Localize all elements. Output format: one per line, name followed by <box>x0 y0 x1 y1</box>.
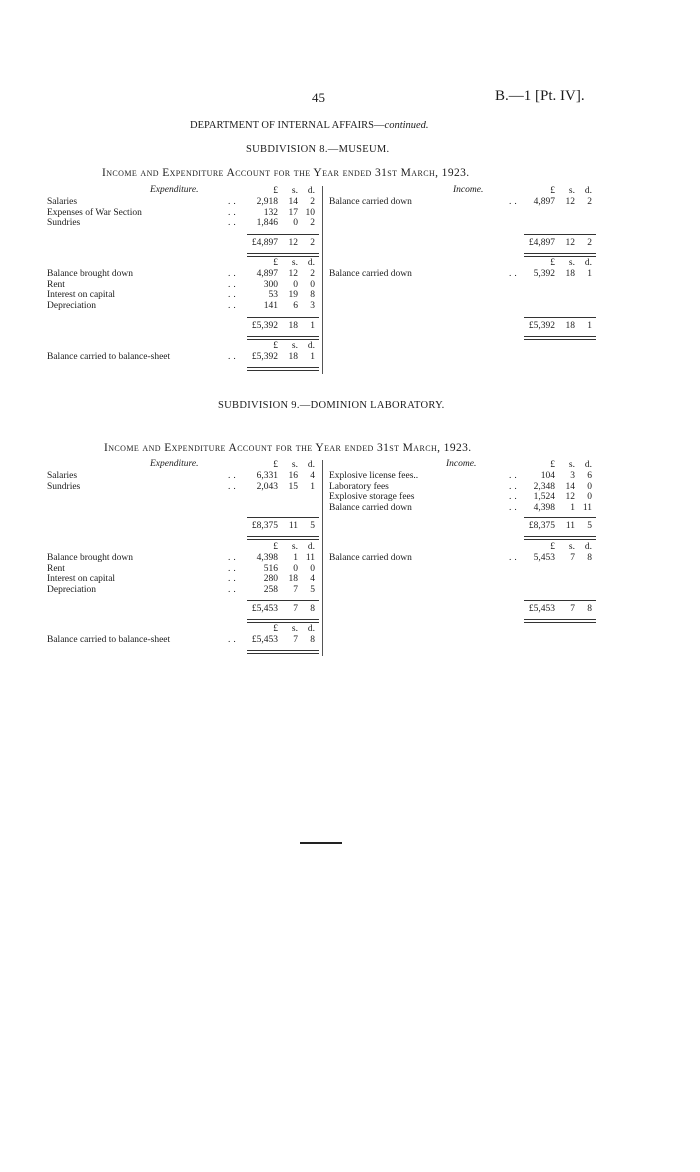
exp-row-amount-pence: 3 <box>310 300 315 311</box>
exp-total-1-pence: 5 <box>310 521 315 531</box>
exp-row-amount-shillings: 12 <box>288 269 298 279</box>
exp-total-2-pounds: £5,392 <box>251 321 278 331</box>
exp-row-amount-shillings: 18 <box>288 574 298 584</box>
exp-row-amount-pounds: 280 <box>263 574 278 584</box>
inc-row-amount-shillings: 18 <box>565 269 575 279</box>
final-balance-amount-pence: 8 <box>310 635 315 645</box>
inc-row-amount-pence: 8 <box>587 553 592 563</box>
total-double-rule-b <box>247 622 319 623</box>
inc-row-label: Balance carried down <box>329 269 412 279</box>
inc-col-heads-1-pence: d. <box>584 460 592 470</box>
exp-row-label: Rent <box>47 563 65 574</box>
inc-total-2-shillings: 18 <box>565 321 575 331</box>
exp-total-2-shillings: 18 <box>288 321 298 331</box>
total-double-rule-a <box>524 253 596 254</box>
inc-total-1-pounds: £8,375 <box>528 521 555 531</box>
inc-row-amount-pence: 6 <box>587 471 592 481</box>
leader-dots: .. <box>509 269 520 279</box>
sum-rule <box>524 317 596 318</box>
total-double-rule-b <box>524 539 596 540</box>
inc-total-1-shillings: 11 <box>565 521 575 531</box>
leader-dots: .. <box>228 207 239 218</box>
inc-row-amount-pence: 2 <box>587 197 592 207</box>
center-divider-1 <box>322 186 323 374</box>
exp-row-amount-shillings: 14 <box>288 197 298 207</box>
leader-dots: .. <box>228 352 239 362</box>
inc-total-2-pence: 8 <box>587 604 592 614</box>
final-balance-amount-shillings: 7 <box>293 635 298 645</box>
final-col-heads-pounds: £ <box>273 341 278 351</box>
account-title-1: Income and Expenditure Account for the Year ended 31st March, 1923. <box>102 167 470 179</box>
exp-col-heads-1-pounds: £ <box>273 186 278 196</box>
exp-row-amount-pounds: 6,331 <box>256 471 278 481</box>
exp-row-label: Expenses of War Section <box>47 207 142 218</box>
sum-rule <box>247 600 319 601</box>
leader-dots: .. <box>509 481 520 492</box>
exp-row-amount-shillings: 0 <box>293 279 298 290</box>
expenditure-header-2: Expenditure. <box>150 459 199 469</box>
center-divider-2 <box>322 460 323 656</box>
inc-row-label: Balance carried down <box>329 197 412 207</box>
exp-row-amount-pence: 0 <box>310 279 315 290</box>
exp-row-label: Balance brought down <box>47 269 134 279</box>
exp-row-amount-pounds: 300 <box>263 279 278 290</box>
exp-row-amount-shillings: 7 <box>293 584 298 595</box>
exp-col-heads-2-shillings: s. <box>291 258 298 268</box>
leader-dots: .. <box>228 563 239 574</box>
exp-total-1-pounds: £4,897 <box>251 238 278 248</box>
inc-row-amount-shillings: 14 <box>565 481 575 492</box>
total-double-rule-a <box>524 619 596 620</box>
inc-total-2-pounds: £5,453 <box>528 604 555 614</box>
exp-row-amount-pounds: 4,398 <box>256 553 278 563</box>
closing-rule <box>300 842 342 844</box>
subdivision-9-title: SUBDIVISION 9.—DOMINION LABORATORY. <box>218 400 445 411</box>
final-double-rule-b <box>247 370 319 371</box>
exp-row-amount-shillings: 17 <box>288 207 298 218</box>
exp-row-amount-pounds: 1,846 <box>256 218 278 228</box>
inc-row-amount-pounds: 104 <box>540 471 555 481</box>
inc-row-label: Balance carried down <box>329 502 412 513</box>
leader-dots: .. <box>228 584 239 595</box>
inc-row-amount-pence: 0 <box>587 492 592 502</box>
exp-row-amount-pence: 2 <box>310 269 315 279</box>
exp-row-label: Balance brought down <box>47 553 134 563</box>
total-double-rule-a <box>247 336 319 337</box>
leader-dots: .. <box>228 481 239 492</box>
leader-dots: .. <box>228 635 239 645</box>
exp-row-amount-pounds: 4,897 <box>256 269 278 279</box>
final-double-rule-a <box>247 650 319 651</box>
inc-total-2-pounds: £5,392 <box>528 321 555 331</box>
total-double-rule-a <box>524 336 596 337</box>
final-balance-amount-pence: 1 <box>310 352 315 362</box>
leader-dots: .. <box>228 269 239 279</box>
inc-row-amount-shillings: 7 <box>570 553 575 563</box>
exp-total-1-shillings: 12 <box>288 238 298 248</box>
exp-row-amount-pence: 4 <box>310 471 315 481</box>
inc-row-amount-shillings: 1 <box>570 502 575 513</box>
inc-total-1-pounds: £4,897 <box>528 238 555 248</box>
exp-row-amount-pence: 11 <box>305 553 315 563</box>
inc-row-label: Balance carried down <box>329 553 412 563</box>
exp-row-amount-pounds: 53 <box>268 290 278 300</box>
total-double-rule-b <box>247 539 319 540</box>
inc-total-1-pence: 2 <box>587 238 592 248</box>
exp-row-amount-pence: 4 <box>310 574 315 584</box>
exp-total-1-pounds: £8,375 <box>251 521 278 531</box>
inc-row-amount-pounds: 5,392 <box>533 269 555 279</box>
exp-row-label: Sundries <box>47 481 81 492</box>
exp-row-label: Depreciation <box>47 584 97 595</box>
income-header-1: Income. <box>453 185 484 195</box>
inc-row-amount-pence: 11 <box>582 502 592 513</box>
inc-row-amount-pounds: 2,348 <box>533 481 555 492</box>
exp-row-amount-pence: 2 <box>310 197 315 207</box>
inc-col-heads-1-shillings: s. <box>568 460 575 470</box>
continued-label: continued. <box>384 120 429 131</box>
leader-dots: .. <box>228 218 239 228</box>
document-reference: B.—1 [Pt. IV]. <box>495 88 585 104</box>
final-balance-label: Balance carried to balance-sheet <box>47 635 171 645</box>
exp-total-1-pence: 2 <box>310 238 315 248</box>
inc-col-heads-1-pence: d. <box>584 186 592 196</box>
exp-row-label: Sundries <box>47 218 81 228</box>
exp-row-amount-shillings: 16 <box>288 471 298 481</box>
exp-row-label: Salaries <box>47 197 78 207</box>
inc-row-amount-pounds: 5,453 <box>533 553 555 563</box>
total-double-rule-a <box>247 619 319 620</box>
inc-row-amount-pounds: 4,398 <box>533 502 555 513</box>
leader-dots: .. <box>228 290 239 300</box>
final-double-rule-a <box>247 367 319 368</box>
exp-col-heads-1-pounds: £ <box>273 460 278 470</box>
total-double-rule-b <box>524 622 596 623</box>
exp-row-label: Salaries <box>47 471 78 481</box>
exp-row-label: Depreciation <box>47 300 97 311</box>
exp-col-heads-2-pence: d. <box>307 542 315 552</box>
total-double-rule-b <box>524 256 596 257</box>
inc-col-heads-1-pounds: £ <box>550 460 555 470</box>
inc-row-label: Laboratory fees <box>329 481 389 492</box>
exp-row-amount-shillings: 15 <box>288 481 298 492</box>
total-double-rule-a <box>524 536 596 537</box>
total-double-rule-a <box>247 253 319 254</box>
exp-col-heads-2-shillings: s. <box>291 542 298 552</box>
leader-dots: .. <box>509 502 520 513</box>
exp-row-amount-pence: 2 <box>310 218 315 228</box>
exp-row-label: Interest on capital <box>47 574 116 584</box>
leader-dots: .. <box>228 553 239 563</box>
inc-col-heads-1-shillings: s. <box>568 186 575 196</box>
exp-total-2-pence: 1 <box>310 321 315 331</box>
inc-row-amount-shillings: 12 <box>565 492 575 502</box>
exp-col-heads-1-pence: d. <box>307 186 315 196</box>
inc-row-amount-pounds: 4,897 <box>533 197 555 207</box>
inc-col-heads-2-pounds: £ <box>550 258 555 268</box>
inc-col-heads-2-pence: d. <box>584 258 592 268</box>
inc-col-heads-2-shillings: s. <box>568 258 575 268</box>
total-double-rule-b <box>247 256 319 257</box>
leader-dots: .. <box>228 300 239 311</box>
inc-row-label: Explosive license fees.. <box>329 471 419 481</box>
inc-col-heads-2-pence: d. <box>584 542 592 552</box>
exp-row-amount-pounds: 516 <box>263 563 278 574</box>
exp-row-label: Rent <box>47 279 65 290</box>
total-double-rule-a <box>247 536 319 537</box>
exp-total-2-pounds: £5,453 <box>251 604 278 614</box>
total-double-rule-b <box>524 339 596 340</box>
exp-row-amount-pounds: 258 <box>263 584 278 595</box>
exp-row-amount-pounds: 2,043 <box>256 481 278 492</box>
inc-row-amount-pence: 0 <box>587 481 592 492</box>
inc-row-amount-shillings: 12 <box>565 197 575 207</box>
exp-row-amount-shillings: 19 <box>288 290 298 300</box>
sum-rule <box>524 517 596 518</box>
inc-total-1-shillings: 12 <box>565 238 575 248</box>
final-col-heads-shillings: s. <box>291 341 298 351</box>
inc-col-heads-1-pounds: £ <box>550 186 555 196</box>
exp-col-heads-1-shillings: s. <box>291 186 298 196</box>
inc-total-1-pence: 5 <box>587 521 592 531</box>
leader-dots: .. <box>228 197 239 207</box>
total-double-rule-b <box>247 339 319 340</box>
final-col-heads-pounds: £ <box>273 624 278 634</box>
final-col-heads-shillings: s. <box>291 624 298 634</box>
exp-row-amount-shillings: 0 <box>293 218 298 228</box>
sum-rule <box>524 234 596 235</box>
exp-row-label: Interest on capital <box>47 290 116 300</box>
inc-row-amount-shillings: 3 <box>570 471 575 481</box>
exp-col-heads-1-shillings: s. <box>291 460 298 470</box>
exp-row-amount-shillings: 6 <box>293 300 298 311</box>
exp-row-amount-pence: 5 <box>310 584 315 595</box>
exp-row-amount-pounds: 141 <box>263 300 278 311</box>
exp-col-heads-2-pounds: £ <box>273 542 278 552</box>
inc-row-label: Explosive storage fees <box>329 492 415 502</box>
income-header-2: Income. <box>446 459 477 469</box>
final-balance-amount-pounds: £5,392 <box>251 352 278 362</box>
exp-row-amount-pounds: 2,918 <box>256 197 278 207</box>
exp-row-amount-pence: 0 <box>310 563 315 574</box>
leader-dots: .. <box>509 553 520 563</box>
exp-row-amount-pence: 10 <box>305 207 315 218</box>
exp-total-1-shillings: 11 <box>288 521 298 531</box>
account-title-2: Income and Expenditure Account for the Year ended 31st March, 1923. <box>104 442 472 454</box>
exp-row-amount-pounds: 132 <box>263 207 278 218</box>
final-col-heads-pence: d. <box>307 341 315 351</box>
final-balance-label: Balance carried to balance-sheet <box>47 352 171 362</box>
exp-col-heads-1-pence: d. <box>307 460 315 470</box>
leader-dots: .. <box>228 574 239 584</box>
leader-dots: .. <box>509 197 520 207</box>
department-name: DEPARTMENT OF INTERNAL AFFAIRS— <box>190 120 385 131</box>
expenditure-header-1: Expenditure. <box>150 185 199 195</box>
exp-row-amount-pence: 8 <box>310 290 315 300</box>
sum-rule <box>247 234 319 235</box>
page-number: 45 <box>312 90 325 105</box>
exp-row-amount-shillings: 0 <box>293 563 298 574</box>
inc-col-heads-2-shillings: s. <box>568 542 575 552</box>
exp-total-2-shillings: 7 <box>293 604 298 614</box>
sum-rule <box>247 317 319 318</box>
exp-row-amount-pence: 1 <box>310 481 315 492</box>
final-balance-amount-shillings: 18 <box>288 352 298 362</box>
leader-dots: .. <box>228 279 239 290</box>
inc-col-heads-2-pounds: £ <box>550 542 555 552</box>
subdivision-8-title: SUBDIVISION 8.—MUSEUM. <box>246 144 390 155</box>
exp-total-2-pence: 8 <box>310 604 315 614</box>
sum-rule <box>524 600 596 601</box>
department-title <box>190 120 429 131</box>
inc-row-amount-pounds: 1,524 <box>533 492 555 502</box>
exp-col-heads-2-pounds: £ <box>273 258 278 268</box>
exp-row-amount-shillings: 1 <box>293 553 298 563</box>
final-balance-amount-pounds: £5,453 <box>251 635 278 645</box>
inc-row-amount-pence: 1 <box>587 269 592 279</box>
leader-dots: .. <box>509 471 520 481</box>
inc-total-2-pence: 1 <box>587 321 592 331</box>
leader-dots: .. <box>509 492 520 502</box>
final-col-heads-pence: d. <box>307 624 315 634</box>
leader-dots: .. <box>228 471 239 481</box>
final-double-rule-b <box>247 653 319 654</box>
exp-col-heads-2-pence: d. <box>307 258 315 268</box>
inc-total-2-shillings: 7 <box>570 604 575 614</box>
sum-rule <box>247 517 319 518</box>
